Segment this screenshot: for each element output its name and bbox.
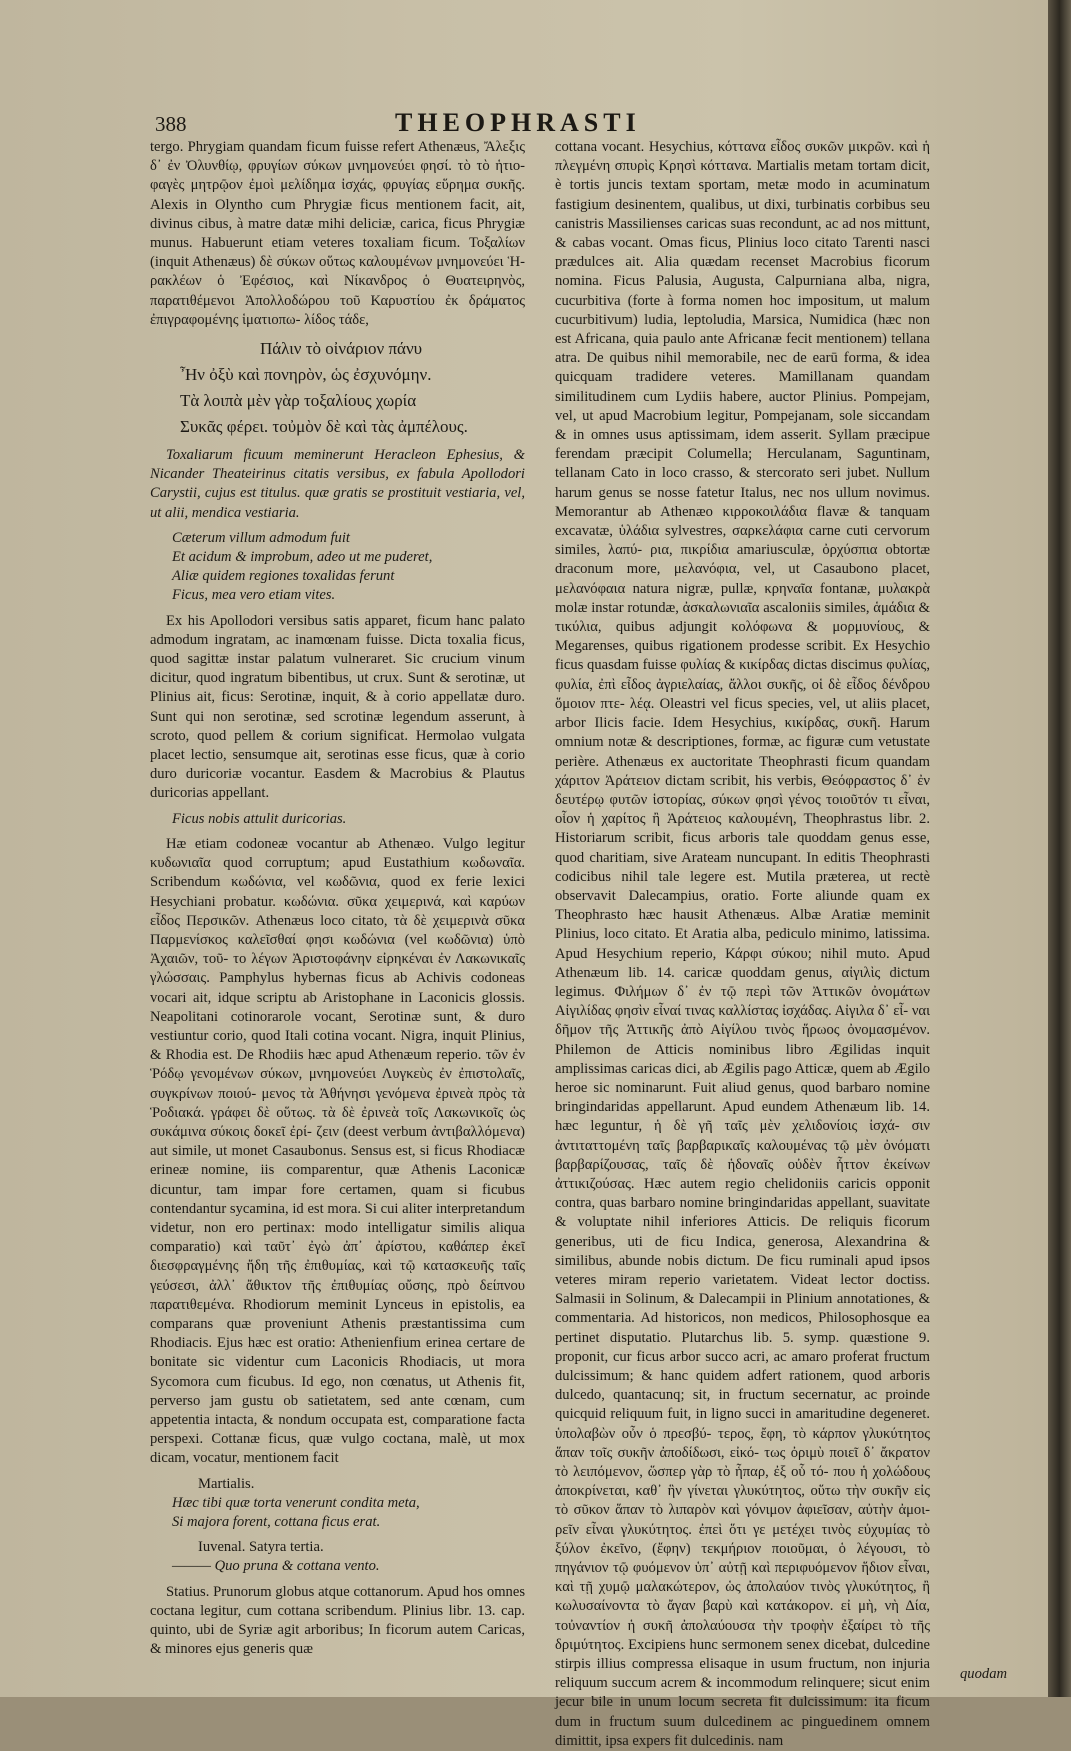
paragraph: tergo. Phrygiam quandam ficum fuisse refert Athenæus, Ἄλεξις δ᾽ ἐν Ὀλυνθίῳ, φρυγίων σύκων μνημονεύει φησί. τὸ τὸ ἡτιο- φαγὲς μητρῷον ἐμοὶ μελίδημα ἰσχάς, φρυγίας εὕρημα συκῆς. Alexis in Olyntho cum Phrygiæ ficus mentionem facit, ait, divinus cibus, à matre datæ mihi deliciæ, carica, ficus Phrygiæ munus. Habuerunt etiam veteres toxaliam ficum. Τοξαλίων (inquit Athenæus) δὲ σύκων οὕτως καλουμένων μνημονεύει Ἡ- ρακλέων ὁ Ἐφέσιος, καὶ Νίκανδρος ὁ Θυατειρηνὸς, παρατιθέμενοι Ἀπολλοδώρου τοῦ Καρυστίου ἐκ δράματος ἐπιγραφομένης ἱματιοπω- λίδος τάδε,	[150, 139, 525, 328]
martialis-verse	[150, 1494, 525, 1532]
paragraph: Hæ etiam codoneæ vocantur ab Athenæo. Vulgo legitur κυδωνιαῖα quod corruptum; apud Eustathium κωδωναῖα. Scribendum κωδώνια, vel κωδῶνια, quod ex ferie lexici Hesychiani probatur. κωδώνια. σῦκα χειμερινά, καὶ καρύων εἶδος Περσικῶν. Athenæus loco citato, τὰ δὲ χειμερινὰ σῦκα Παρμενίσκος καλεῖσθαί φησι κωδώνια (vel κωδῶνια) ὑπὸ Ἀχαιῶν, τοῦ- το λέγων Ἀριστοφάνην εἰρηκέναι ἐν Λακωνικαῖς γλώσσαις. Pamphylus hybernas ficus ab Achivis codoneas vocari ait, idque scriptu ab Aristophane in Laconicis glossis. Neapolitani cotinorarole vocant, Serotinæ sunt, & duro vestiuntur corio, quod Itali cotina vocant. Nigra, inquit Plinius, & Rhodia est. De Rhodiis hæc apud Athenæum reperio. τῶν ἐν Ῥόδῳ γενομένων σύκων, μνημονεύει Λυγκεὺς ἐν ἐπιστολαῖς, συγκρίνων ποιού- μενος τὰ Ἀθήνησι γενόμενα ἐρινεὰ πρὸς τὰ Ῥοδιακά. γράφει δὲ οὕτως. τὰ δὲ ἐρινεὰ τοῖς Λακωνικοῖς ὡς συκάμινα σύκοις δοκεῖ ἐρί- ζειν (deest verbum ἀντιβαλλόμενα) aut simile, ut monet Casaubonus. Sensus est, si ficus Rhodiacæ erineæ nomine, iis comparentur, quæ Athenis Laconicæ dicuntur, tam impar fore certamen, quam si ficubus contendantur sycamina, id est mora. Si cui aliter interpretandum videtur, non ero pertinax: modo intelligatur similis aliqua comparatio) καὶ ταῦτ᾽ ἐγὼ ἀπ᾽ ἀρίστου, καθάπερ ἐκεῖ διεσφραγμένης ἤδη τῆς ἐπιθυμίας, καὶ τῷ κατασκευῆς ταῖς γεύσεσι, ἀλλ᾽ ἄθικτον τῆς ἐπιθυμίας οὔσης, πρὸ δείπνου παρατιθεμένα. Rhodiorum meminit Lynceus in epistolis, ea comparans quæ proveniunt Athenis præstantissima cum Rhodiacis. Ejus hæc est oratio: Athenienfium erinea certare de bonitate sic videntur cum Laconicis Rhodiacis, ut mora Sycomora cum ficubus. Id ego, non cœnatus, ut Athenis fit, perverso jam gustu ob satietatem, sed ante cœnam, cum appetentia intacta, & nondum occupata est, comparatione facta perspexi. Cottanæ ficus, quæ vulgo coctana, malè, ut mox dicam, vocatur, mentionem facit	[150, 835, 525, 1467]
paragraph: cottana vocant. Hesychius, κόττανα εἶδος συκῶν μικρῶν. καὶ ἡ πλεγμένη σπυρὶς Κρησὶ κόττανα. Martialis metam tortam dicit, è tortis juncis textam sportam, metæ modo in acuminatum fastigium desinentem, qualibus, ut dixi, turbinatis corbibus seu canistris Massilienses caricas suas recondunt, ac ad nos mittunt, & cabas vocant. Omas ficus, Plinius loco citato Tarenti nasci prædulces ait. Alia quædam recenset Macrobius ficorum nomina. Ficus Palusia, Augusta, Calpurniana alba, nigra, cucurbitiva (forte à forma nomen hoc impositum, ut malum cucurbitivum) ludia, leptoludia, Marsica, Numidica (hæc non est Africana, quia paulo ante Africanæ fecit mentionem) tellana atra. De quibus nihil memorabile, nec de earū forma, & idea quicquam tradidere veteres. Mamillanam quandam similitudinem cum Lydiis habere, auctor Plinius. Pompejam, vel, ut apud Macrobium legitur, Pompejanam, sole siccandam & in omnes usus aptissimam, idem asserit. Syllam præcipue ferendam præcipit Columella; Herculanam, Saguntinam, tellanam Cato in loco crasso, & stercorato seri jubet. Nullum harum genus se nosse fatetur Italus, nec nos ullum novimus. Memorantur ab Athenæo κιρροκοιλάδια flavæ & tanquam excavatæ, ὑλάδια sylvestres, σαρκελάφια carne cuti cervorum similes, λαπύ- ρια, πικρίδια amariusculæ, ὀρχύσπια obtortæ draconum more, μελανόφια, vel, ut Casaubono placet, μελανόφαια natura nigræ, pullæ, κρηναῖα fontanæ, μυλακρὰ molæ instar rotundæ, ἀσκαλωνιαῖα ascaloniis similes, ἁμάδια & τικύλια, quibus adjungit κολόφωνα & μορμυνίους, & Megarenses, quibus rigationem prodesse scribit. Ex Hesychio ficus quasdam fuisse φυλίας & κικίρδας dictas discimus φυλίας, φυλία, ἐπὶ εἶδος ἀγριελαίας, ἄλλοι συκῆς, οἱ δὲ εἶδος δένδρου ὅμοιον πτε- λέᾳ. Oleastri vel ficus species, vel, ut aliis placet, arbor Ilicis facie. Idem Hesychius, κικίρδας, συκῆ. Harum omnium notæ & descriptiones, formæ, ac figuræ cum vetustate perière. Athenæus ex auctoritate Theophrasti ficum quandam χάριτον Ἀράτειον dictam scribit, his verbis, Θεόφραστος δ᾽ ἐν δευτέρῳ φυτῶν ἱστορίας, σύκων φησὶ γένος τοιοῦτόν τι εἶναι, οἷον ἡ χαρίτος ἢ Ἀράτειος καλουμένη, Theophrastus libr. 2. Historiarum scribit, ficus arboris tale quoddam genus esse, quod charitiam, sive Arateam nuncupant. In editis Theophrasti codicibus nihil tale legere est. Mutila præterea, ut rectè observavit Dalecampius, oratio. Forte aliunde quam ex Theophrasto hæc hausit Athenæus. Albæ Aratiæ meminit Plinius, loco citato. Et Aratia alba, pediculo minimo, latissima. Apud Hesychium reperio, Κάρφι σύκου; nihil muto. Apud Athenæum lib. 14. caricæ quoddam genus, αἰγιλὶς dictum legimus. Φιλήμων δ᾽ ἐν τῷ περὶ τῶν Ἀττικῶν ὀνομάτων Αἰγιλίδας φησὶν εἶναί τινας καλλίστας ἰσχάδας. Αἰγιλα δ᾽ εἶ- ναι δῆμον τῆς Ἀττικῆς ἀπὸ Αἰγίλου τινὸς ἥρωος ὀνομασμένον. Philemon de Atticis nominibus libro Ægilidas inquit amplissimas caricas dici, ab Ægilis pago Atticæ, quem ab Ægilo heroe sic nominarunt. Fuit aliud genus, quod barbaro nomine bringindaridas appellarunt. Apud eundem Athenæum lib. 14. hæc leguntur, ἡ δὲ γῆ ταῖς μὲν χελιδονίοις ἰσχά- σιν ἀντιταττομένη ταῖς βαρβαρικαῖς καλουμένας τῷ μὲν ὀνόματι βαρβαρίζουσας, ταῖς δὲ ἡδοναῖς οὐδὲν ἧττον ἐκείνων ἀττικιζούσας. Hæc autem regio chelidoniis caricis opponit contra, quas barbaro nomine bringindaridas appellant, suavitate & voluptate nihil inferiores Atticis. De reliquis ficorum generibus, uti de ficu Indica, generosa, Alexandrina & similibus, abunde nobis dictum. De ficu ruminali apud ipsos veteres miram reperio varietatem. Videat lector doctiss. Salmasii in Solinum, & Dalecampii in Plinium annotationes, & commentaria. Ad historicos, non medicos, Philosophosque ea pertinet disputatio. Plutarchus lib. 5. symp. quæstione 9. proponit, cur ficus arbor succo acri, ac amaro proferat fructum dulcissimum; & hanc quidem adfert rationem, quod arboris dulcedo, quantacunq; sit, in fructum secernatur, ac proinde quicquid reliquum fuit, in ligno succi in amaritudine degeneret. ὑπολαβὼν οὖν ὁ πρεσβύ- τερος, ἔφη, τὸ κάρπον γλυκύτητος ἅπαν τοῖς συκῆν ἀποδίδωσι, εἰκό- τως ὀριμὺ ποιεῖ δ᾽ ἄκρατον τὸ λειπόμενον, ὥσπερ γὰρ τὸ ἧπαρ, ἐξ οὗ τό- που ἡ χολώδους ἀποκρίνεται, καθ᾽ ἣν γίνεται γλυκύτητος, οὕτω τὴν συκῆν εἰς τὸ σῦκον ἅπαν τὸ λιπαρὸν καὶ γόνιμον ἀφιεῖσαν, αὐτὴν ἀμοι- ρεῖν εἶναι γλυκύτητος. ἐπεὶ ὅτι γε μετέχει τινὸς εὐχυμίας τὸ ξύλον ἐκεῖνο, (ἔφην) τεκμήριον ποιοῦμαι, ὁ λέγουσι, τὸ πηγάνιον τῷ φυόμενον ὑπ᾽ αὐτῇ καὶ περιφυόμενον ἥδιον εἶναι, καὶ τῇ χυμῷ μαλακώτερον, ὡς ἀπολαύον τινὸς γλυκύτητος, ἢ κωλυσαίνοντα τὸ ἄγαν βαρὺ καὶ κατάκορον. εἰ μὴ, νὴ Δία, τοὐναντίον ἡ συκῆ ἀπολαύουσα τὴν τροφὴν ἐξαίρει τὸ τῆς δριμύτητος. Excipiens hunc sermonem senex dicebat, dulcedine stirpis illius compressa elisaque in usum fructum, non injuria reliquum succum acrem & incommodum relinquere; sicut enim jecur bile in unum locum secreta fit dulcissimum: ita ficum dum in fructum suum dulcedinem ac pinguedinem omnem dimittit, ipsa expers fit dulcedinis. nam	[555, 139, 930, 1749]
verse-line: Πάλιν τὸ οἰνάριον πάνυ	[260, 339, 423, 359]
verse-line: Τὰ λοιπὰ μὲν γὰρ τοξαλίους χωρία	[180, 391, 417, 411]
running-title: THEOPHRASTI	[395, 108, 641, 137]
verse-line: Hæc tibi quæ torta venerunt condita meta,	[172, 1494, 420, 1511]
right-column	[555, 138, 930, 1751]
verse-line: Ἦν ὀξὺ καὶ πονηρὸν, ὡς ἐσχυνόμην.	[180, 365, 432, 385]
page-number: 388	[155, 112, 187, 136]
paragraph: Ex his Apollodori versibus satis apparet, ficum hanc palato admodum ingratam, ac inamœnam fuisse. Dicta toxalia ficus, quod sagittæ instar palatum vulneraret. Sic crucium vinum dicitur, quod ingratum bibentibus, ut crux. Sunt & serotinæ, ut Plinius ait, ficus: Serotinæ, inquit, & à corio appellatæ duro. Sunt qui non serotinæ, sed scrotinæ legendum asserunt, à scroto, quod pellem & corium significat. Hermolao vulgata placet lectio, sensumque ait, serotinas esse ficus, quæ à corio duro duricoriæ vocantur. Easdem & Macrobius & Plautus duricorias appellant.	[150, 612, 525, 802]
greek-verse	[150, 336, 525, 440]
attribution-label: Iuvenal. Satyra tertia.	[198, 1539, 324, 1556]
paragraph: Statius. Prunorum globus atque cottanorum. Apud hos omnes coctana legitur, cum cottana scribendum. Plinius libr. 13. cap. quinto, ubi de Syriæ agit arboribus; In ficorum autem Caricas, & minores ejus generis quæ	[150, 1583, 525, 1658]
paragraph: Toxaliarum ficuum meminerunt Heracleon Ephesius, & Nicander Theateirinus citatis versibus, ex fabula Apollodori Carystii, cujus est titulus. quæ gratis se prostituit vestiaria, vel, ut alii, mendica vestiaria.	[150, 447, 525, 521]
verse-line: ——— Quo pruna & cottana vento.	[172, 1558, 380, 1575]
verse-line: Aliæ quidem regiones toxalidas ferunt	[172, 568, 395, 585]
latin-verse	[150, 529, 525, 606]
verse-line: Si majora forent, cottana ficus erat.	[172, 1514, 381, 1530]
verse-line: Ficus nobis attulit duricorias.	[172, 810, 347, 827]
verse-line: Συκᾶς φέρει. τοὐμὸν δὲ καὶ τὰς ἀμπέλους.	[180, 417, 468, 437]
attribution-label: Martialis.	[198, 1475, 255, 1492]
book-gutter	[1048, 0, 1071, 1697]
verse-line: Et acidum & improbum, adeo ut me puderet,	[172, 549, 433, 566]
left-column	[150, 138, 525, 1659]
verse-line: Ficus, mea vero etiam vites.	[172, 587, 336, 604]
verse-line: Cæterum villum admodum fuit	[172, 529, 350, 546]
catchword: quodam	[960, 1666, 1008, 1682]
page-header	[150, 108, 840, 138]
